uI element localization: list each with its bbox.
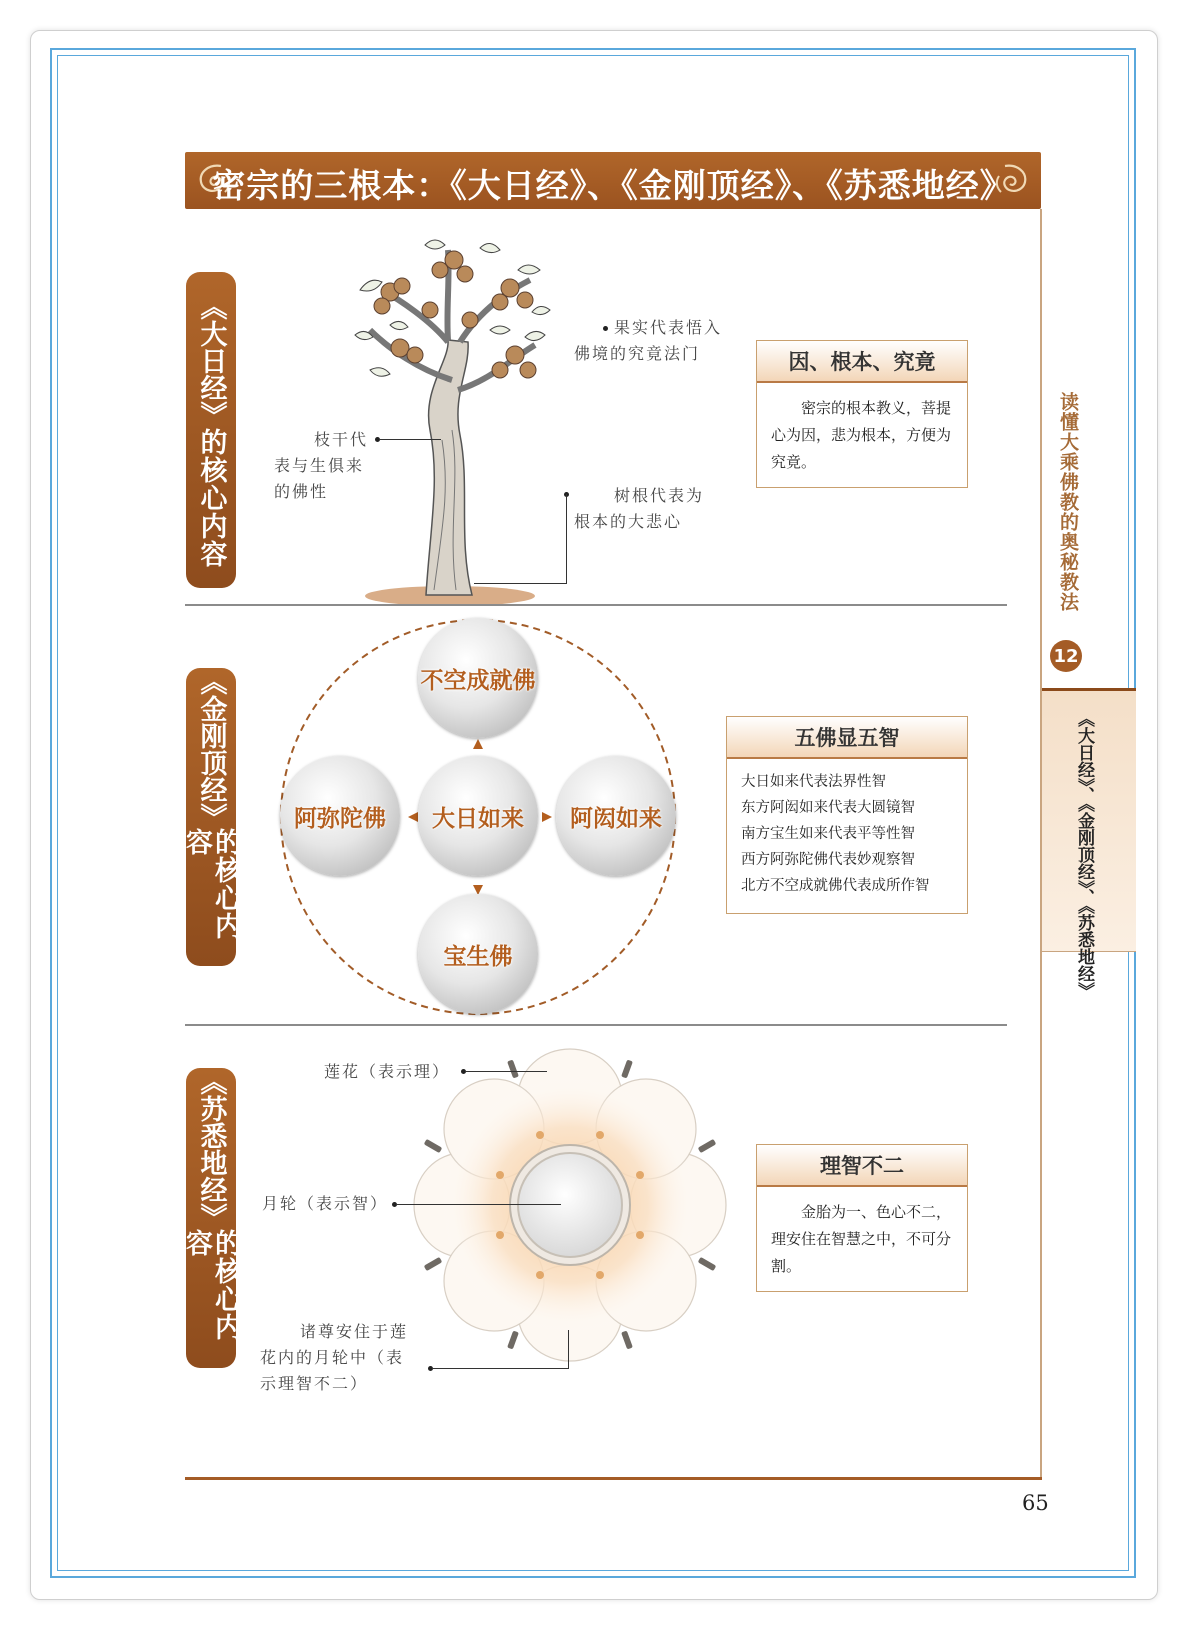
deities-pointer-hline <box>432 1368 568 1369</box>
cloud-ornament-right-icon <box>991 158 1035 202</box>
section-label-rest: 的核心内容 <box>195 427 227 568</box>
deities-annotation-line3: 示理智不二） <box>260 1374 369 1393</box>
info-box-title: 五佛显五智 <box>727 717 967 759</box>
buddha-center-vairocana: 大日如来 <box>418 756 538 876</box>
page-title: 密宗的三根本：《大日经》、《金刚顶经》、《苏悉地经》 <box>212 166 1014 205</box>
section-label-sutra: 《大日经》 <box>195 292 227 428</box>
section-label-susiddhi <box>181 1068 241 1368</box>
moon-wheel-pointer-line <box>396 1204 561 1205</box>
branch-annotation-line2: 表与生俱来 <box>274 456 365 475</box>
page-number: 65 <box>1022 1491 1049 1515</box>
info-box-body <box>727 759 967 905</box>
fruit-pointer-dot <box>603 326 608 331</box>
root-pointer-vline <box>566 494 567 584</box>
info-box-title: 因、根本、究竟 <box>757 341 967 383</box>
info-box-principle-wisdom <box>756 1144 968 1292</box>
info-box-title: 理智不二 <box>757 1145 967 1187</box>
section-label-jingang <box>181 668 241 966</box>
title-banner <box>185 152 1041 209</box>
info-box-body: 密宗的根本教义，菩提心为因，悲为根本，方便为究竟。 <box>771 399 952 471</box>
fruit-annotation-line1: 果实代表悟入 <box>614 318 723 337</box>
wisdom-line: 北方不空成就佛代表成所作智 <box>741 878 930 894</box>
buddha-west-amitabha: 阿弥陀佛 <box>280 756 400 876</box>
deities-annotation-line2: 花内的月轮中（表 <box>260 1348 405 1367</box>
series-title: 读懂大乘佛教的奥秘教法 <box>1057 392 1079 612</box>
info-box-five-wisdoms <box>726 716 968 914</box>
branch-annotation-line3: 的佛性 <box>274 482 329 501</box>
section-label-sutra: 《金刚顶经》 <box>195 668 227 830</box>
section-divider-2 <box>185 1024 1007 1026</box>
lotus-annotation: 莲花（表示理） <box>324 1062 451 1081</box>
chapter-number: 12 <box>1050 640 1082 672</box>
wisdom-line: 南方宝生如来代表平等性智 <box>741 826 915 842</box>
page-bottom-rule <box>185 1477 1042 1480</box>
wisdom-line: 西方阿弥陀佛代表妙观察智 <box>741 852 915 868</box>
root-annotation-line2: 根本的大悲心 <box>574 512 683 531</box>
buddha-north-amoghasiddhi: 不空成就佛 <box>418 618 538 738</box>
lotus-pointer-line <box>465 1071 547 1072</box>
fruit-annotation-line2: 佛境的究竟法门 <box>574 344 701 363</box>
section-label-sutra: 《苏悉地经》 <box>195 1068 227 1230</box>
bodhi-tree-illustration <box>330 230 570 610</box>
info-box-cause-root-ultimate <box>756 340 968 488</box>
section-label-rest: 的核心内容 <box>181 827 241 940</box>
lotus-moon-wheel-illustration <box>410 1045 730 1365</box>
section-label-dari <box>186 272 236 588</box>
root-pointer-hline <box>474 583 567 584</box>
deities-annotation-line1: 诸尊安住于莲 <box>300 1322 409 1341</box>
moon-wheel-annotation: 月轮（表示智） <box>262 1194 389 1213</box>
info-box-body: 金胎为一、色心不二，理安住在智慧之中，不可分割。 <box>771 1203 952 1275</box>
buddha-east-akshobhya: 阿闳如来 <box>556 756 676 876</box>
buddha-south-ratnasambhava: 宝生佛 <box>418 894 538 1014</box>
branch-annotation-line1: 枝干代 <box>314 430 369 449</box>
deities-pointer-vline <box>568 1330 569 1369</box>
section-tab-title: 《大日经》、《金刚顶经》、《苏悉地经》 <box>1074 710 1094 999</box>
branch-pointer-line <box>379 439 441 440</box>
section-divider-1 <box>185 604 1007 606</box>
section-label-rest: 的核心内容 <box>181 1228 241 1341</box>
wisdom-line: 东方阿闳如来代表大圆镜智 <box>741 800 915 816</box>
root-annotation-line1: 树根代表为 <box>614 486 705 505</box>
wisdom-line: 大日如来代表法界性智 <box>741 774 886 790</box>
